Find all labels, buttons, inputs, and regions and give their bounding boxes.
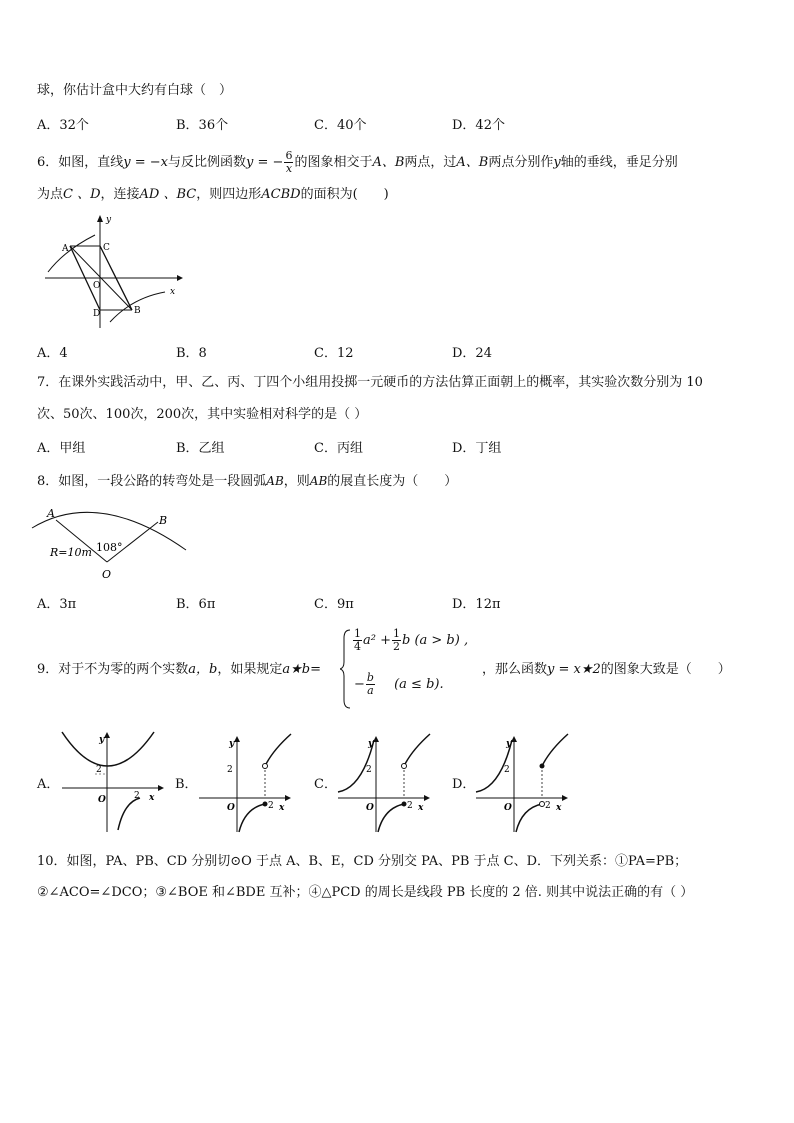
label-B: B [159,514,168,527]
origin-label: O [504,803,512,813]
q6-text: 两点，过 [404,155,457,170]
q8-text: ，则 [283,474,310,489]
q9-line-end [482,661,731,679]
q6-option-a[interactable]: A．4 [37,346,68,361]
q7-option-a[interactable]: A．甲组 [37,441,86,456]
open-dot [263,764,268,769]
q8-arc: AB [266,474,284,488]
q9-graph-c[interactable] [334,730,444,835]
q6-line-2 [37,186,389,204]
q6-fraction [284,150,293,175]
q7-option-d[interactable]: D．丁组 [452,441,502,456]
label-O: O [93,281,101,291]
x-label: x [556,803,562,813]
y-label: y [368,739,374,749]
q9-graph-a[interactable] [58,730,168,835]
open-dot [540,802,545,807]
y-label: y [506,739,512,749]
q5-option-a[interactable]: A．32个 [37,118,89,133]
q6-axis: y [553,155,561,170]
q6-line-1 [37,150,678,175]
q9-function: y = x★2 [547,662,601,677]
q9-case-2 [354,672,444,697]
frac-num: 1 [393,627,400,640]
label-C: C [103,243,110,253]
q7-option-c[interactable]: C．丙组 [314,441,363,456]
q8-options [37,593,737,611]
open-dot [402,764,407,769]
q6-option-d[interactable]: D．24 [452,346,492,361]
frac-num: b [366,671,374,684]
y-label: y [229,739,235,749]
q10-line-2: ②∠ACO=∠DCO；③∠BOE 和∠BDE 互补；④△PCD 的周长是线段 PB 长度的 2 倍. 则其中说法正确的有（ ） [37,885,694,900]
hyperbola-branch-left [48,235,95,272]
q6-inverse-function: y = − [246,155,284,170]
q6-text: 的面积为( ) [300,187,389,202]
label-y: y [106,215,112,225]
frac-quarter [353,628,362,653]
q8-arc: AB [309,474,328,488]
tick-2-x: 2 [545,801,551,811]
frac-b-over-a [366,672,375,697]
q6-text: ，则四边形 [196,187,262,202]
tick-2-x: 2 [134,791,140,801]
q8-option-d[interactable]: D．12π [452,597,501,612]
tick-2-x: 2 [407,801,413,811]
q6-option-b[interactable]: B．8 [176,346,207,361]
hyperbola-branch [118,798,140,830]
filled-dot [263,802,268,807]
label-B: B [134,306,141,316]
q6-text: 两点分别作 [488,155,554,170]
frac-half [392,628,401,653]
q6-text: 轴的垂线，垂足分别 [560,155,678,170]
q8-option-b[interactable]: B．6π [176,597,216,612]
filled-dot [540,764,545,769]
q9-case1-tail: b (a > b) , [402,633,469,648]
frac-num: 6 [285,149,293,162]
q6-figure [40,210,190,330]
q6-text: 与反比例函数 [168,155,247,170]
frac-den: a [367,684,374,697]
q9-vars: a，b [188,662,218,677]
frac-den: x [285,162,293,175]
brace-icon [340,628,352,710]
q5-tail-text: 球，你估计盒中大约有白球（ ） [37,83,233,98]
q6-points: A、B [456,155,489,170]
q6-text: ，连接 [100,187,140,202]
q9-graph-label-a[interactable]: A． [37,777,60,792]
q9-piecewise [340,628,480,710]
label-A: A [47,507,55,520]
q6-text: 的图象相交于 [294,155,373,170]
q9-graph-d[interactable] [472,730,582,835]
q8-option-c[interactable]: C．9π [314,597,354,612]
q8-line [37,472,457,491]
label-O: O [102,568,112,581]
q5-option-c[interactable]: C．40个 [314,118,367,133]
x-label: x [418,803,424,813]
label-R: R=10m [50,546,92,559]
label-D: D [93,309,101,319]
q7-options [37,437,737,455]
origin-label: O [366,803,374,813]
q8-text: 的展直长度为（ ） [327,474,458,489]
origin-label: O [227,803,235,813]
x-label: x [149,793,155,803]
q6-options [37,342,737,360]
q7-line-1: 7．在课外实践活动中，甲、乙、丙、丁四个小组用投掷一元硬币的方法估算正面朝上的概率，其实验次数分别为 10 [37,375,703,390]
q9-case1-mid: a² + [363,633,391,648]
q5-option-b[interactable]: B．36个 [176,118,229,133]
q9-text: ，如果规定 [217,662,283,677]
filled-dot [402,802,407,807]
label-x: x [170,287,176,297]
y-label: y [99,735,105,745]
q8-text: 8．如图，一段公路的转弯处是一段圆弧 [37,474,267,489]
q9-line-start [37,661,321,679]
y-axis-arrow [97,215,103,222]
q6-option-c[interactable]: C．12 [314,346,354,361]
tick-2-y: 2 [227,765,233,775]
tick-2-y: 2 [504,765,510,775]
q9-case-1 [352,628,468,653]
tick-2-y: 2 [366,765,372,775]
q5-option-d[interactable]: D．42个 [452,118,505,133]
q9-graph-label-d[interactable]: D． [452,777,476,792]
q9-case2-cond: (a ≤ b). [394,677,444,692]
frac-den: 4 [354,640,361,653]
tick-2-x: 2 [268,801,274,811]
q7-option-b[interactable]: B．乙组 [176,441,225,456]
q9-text: 9．对于不为零的两个实数 [37,662,189,677]
q6-points: C 、D [63,187,101,202]
q6-text: 为点 [37,187,64,202]
origin-label: O [98,795,106,805]
q6-points: A、B [372,155,405,170]
q8-option-a[interactable]: A．3π [37,597,77,612]
x-label: x [279,803,285,813]
q6-line-equation: y = −x [123,155,169,170]
q10-line-1: 10．如图，PA、PB、CD 分别切⊙O 于点 A、B、E，CD 分别交 PA、PB 于点 C、D．下列关系：①PA=PB； [37,854,688,869]
q9-graph-label-b[interactable]: B． [175,777,198,792]
q7-line-2: 次、50次、100次，200次，其中实验相对科学的是（ ） [37,407,368,422]
q9-operator: a★b= [282,662,321,677]
label-angle: 108° [96,541,123,554]
q6-quad: ACBD [261,187,301,202]
q8-figure [28,500,193,586]
q6-text: 6．如图，直线 [37,155,124,170]
minus-sign: − [354,677,365,692]
tick-2-y: 2 [96,765,102,775]
q9-text: ，那么函数 [482,662,548,677]
q9-graph-label-c[interactable]: C． [314,777,337,792]
x-axis-arrow [177,275,183,281]
frac-num: 1 [354,627,361,640]
q5-options [37,114,737,132]
frac-den: 2 [393,640,400,653]
q9-text: 的图象大致是（ ） [600,662,731,677]
label-A: A [62,244,69,254]
q6-segments: AD 、BC [139,187,197,202]
q9-graph-b[interactable] [195,730,305,835]
